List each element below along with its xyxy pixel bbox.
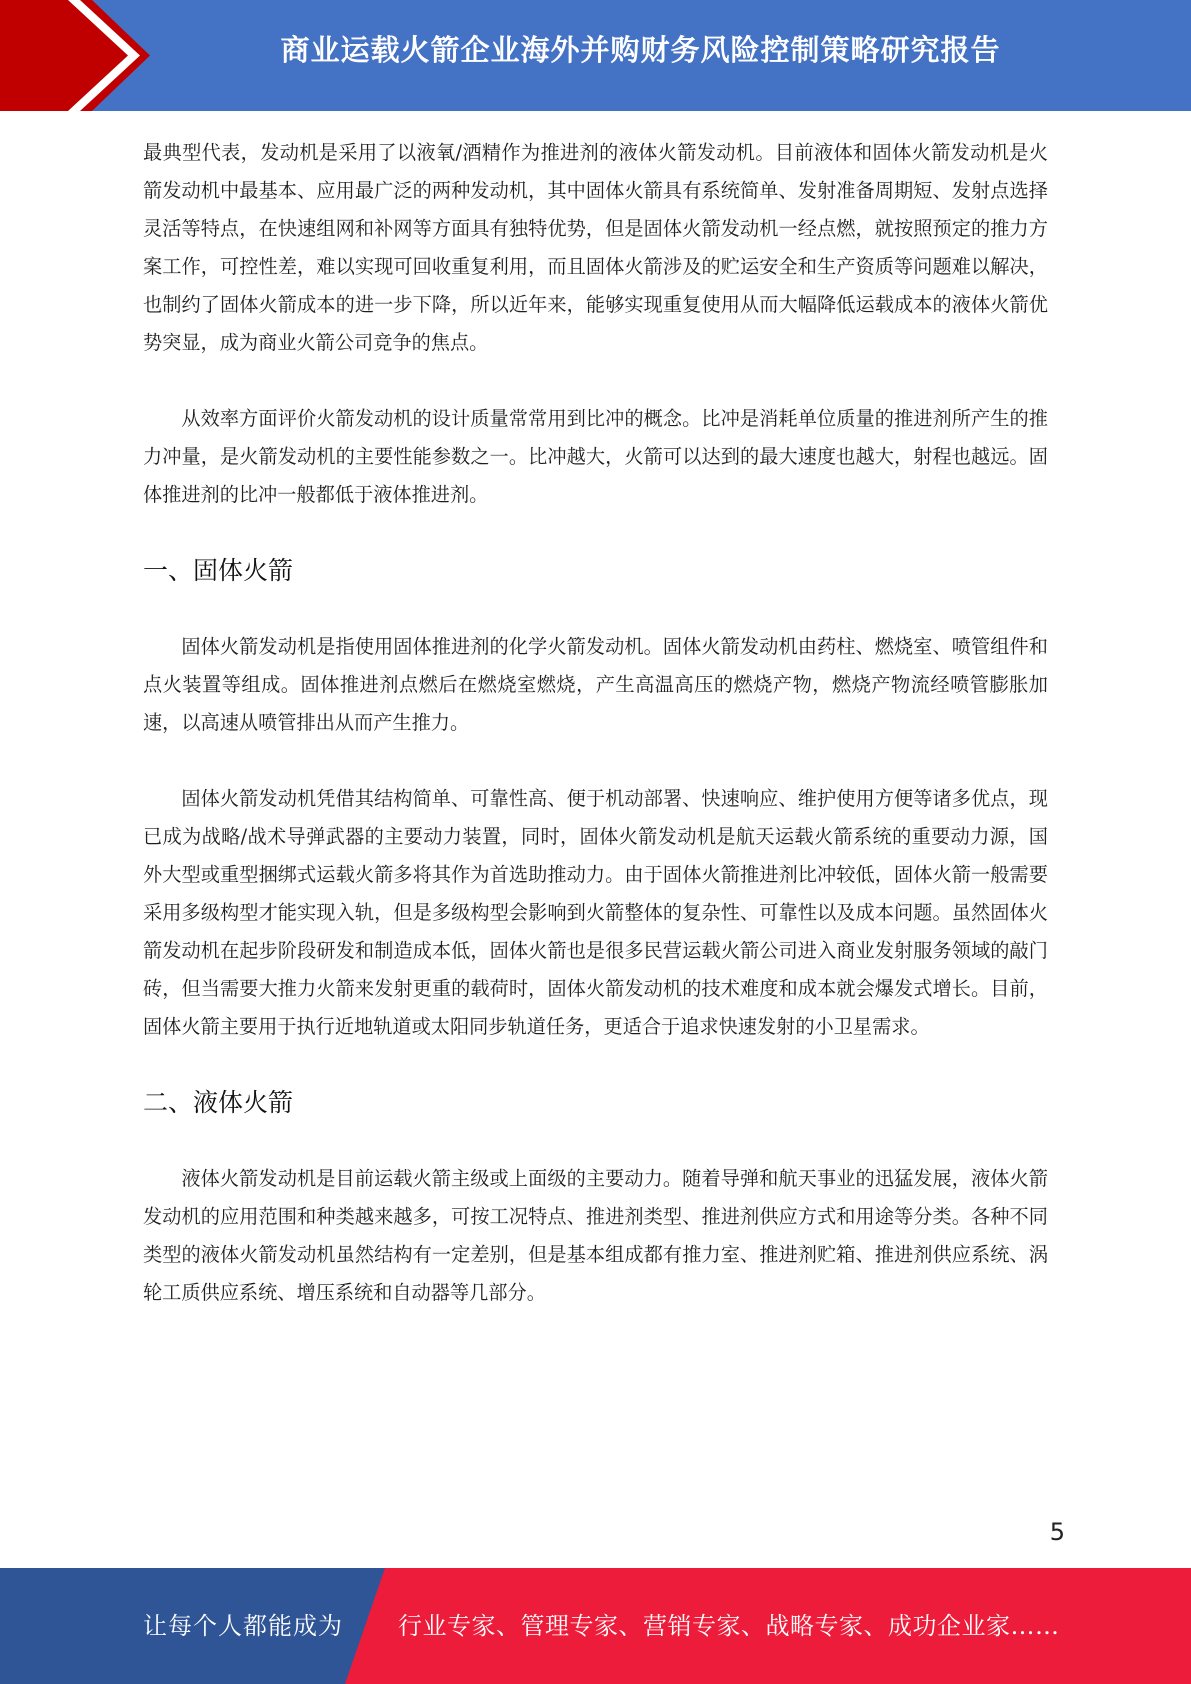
footer-slogan-left: 让每个人都能成为: [143, 1612, 343, 1640]
paragraph-gap: [143, 1122, 1048, 1160]
paragraph: 从效率方面评价火箭发动机的设计质量常常用到比冲的概念。比冲是消耗单位质量的推进剂所产生的推力冲量，是火箭发动机的主要性能参数之一。比冲越大，火箭可以达到的最大速度也越大，射程也越远。固体推进剂的比冲一般都低于液体推进剂。: [143, 407, 1048, 506]
paragraph-gap: [143, 1046, 1048, 1084]
document-body: [143, 134, 1048, 1312]
header-chevron-icon: [0, 0, 150, 111]
paragraph: 最典型代表，发动机是采用了以液氧/酒精作为推进剂的液体火箭发动机。目前液体和固体火箭发动机是火箭发动机中最基本、应用最广泛的两种发动机，其中固体火箭具有系统简单、发射准备周期短、发射点选择灵活等特点，在快速组网和补网等方面具有独特优势，但是固体火箭发动机一经点燃，就按照预定的推力方案工作，可控性差，难以实现可回收重复利用，而且固体火箭涉及的贮运安全和生产资质等问题难以解决，也制约了固体火箭成本的进一步下降，所以近年来，能够实现重复使用从而大幅降低运载成本的液体火箭优势突显，成为商业火箭公司竞争的焦点。: [143, 141, 1048, 354]
section-heading-solid-rocket: 一、固体火箭: [143, 556, 294, 585]
paragraph-gap: [143, 514, 1048, 552]
paragraph-gap: [143, 742, 1048, 780]
footer-slogan-right: 行业专家、管理专家、营销专家、战略专家、成功企业家……: [398, 1612, 1060, 1640]
report-title: 商业运载火箭企业海外并购财务风险控制策略研究报告: [280, 33, 1001, 67]
page-header: [0, 0, 1191, 111]
section-heading-liquid-rocket: 二、液体火箭: [143, 1088, 294, 1117]
paragraph-gap: [143, 362, 1048, 400]
page-footer: [0, 1568, 1191, 1684]
paragraph: 固体火箭发动机是指使用固体推进剂的化学火箭发动机。固体火箭发动机由药柱、燃烧室、喷管组件和点火装置等组成。固体推进剂点燃后在燃烧室燃烧，产生高温高压的燃烧产物，燃烧产物流经喷管膨胀加速，以高速从喷管排出从而产生推力。: [143, 635, 1048, 734]
paragraph: 液体火箭发动机是目前运载火箭主级或上面级的主要动力。随着导弹和航天事业的迅猛发展，液体火箭发动机的应用范围和种类越来越多，可按工况特点、推进剂类型、推进剂供应方式和用途等分类。各种不同类型的液体火箭发动机虽然结构有一定差别，但是基本组成都有推力室、推进剂贮箱、推进剂供应系统、涡轮工质供应系统、增压系统和自动器等几部分。: [143, 1167, 1048, 1304]
paragraph-gap: [143, 590, 1048, 628]
page-number: 5: [1049, 1518, 1065, 1546]
paragraph: 固体火箭发动机凭借其结构简单、可靠性高、便于机动部署、快速响应、维护使用方便等诸多优点，现已成为战略/战术导弹武器的主要动力装置，同时，固体火箭发动机是航天运载火箭系统的重要动力源，国外大型或重型捆绑式运载火箭多将其作为首选助推动力。由于固体火箭推进剂比冲较低，固体火箭一般需要采用多级构型才能实现入轨，但是多级构型会影响到火箭整体的复杂性、可靠性以及成本问题。虽然固体火箭发动机在起步阶段研发和制造成本低，固体火箭也是很多民营运载火箭公司进入商业发射服务领域的敲门砖，但当需要大推力火箭来发射更重的载荷时，固体火箭发动机的技术难度和成本就会爆发式增长。目前，固体火箭主要用于执行近地轨道或太阳同步轨道任务，更适合于追求快速发射的小卫星需求。: [143, 787, 1048, 1038]
